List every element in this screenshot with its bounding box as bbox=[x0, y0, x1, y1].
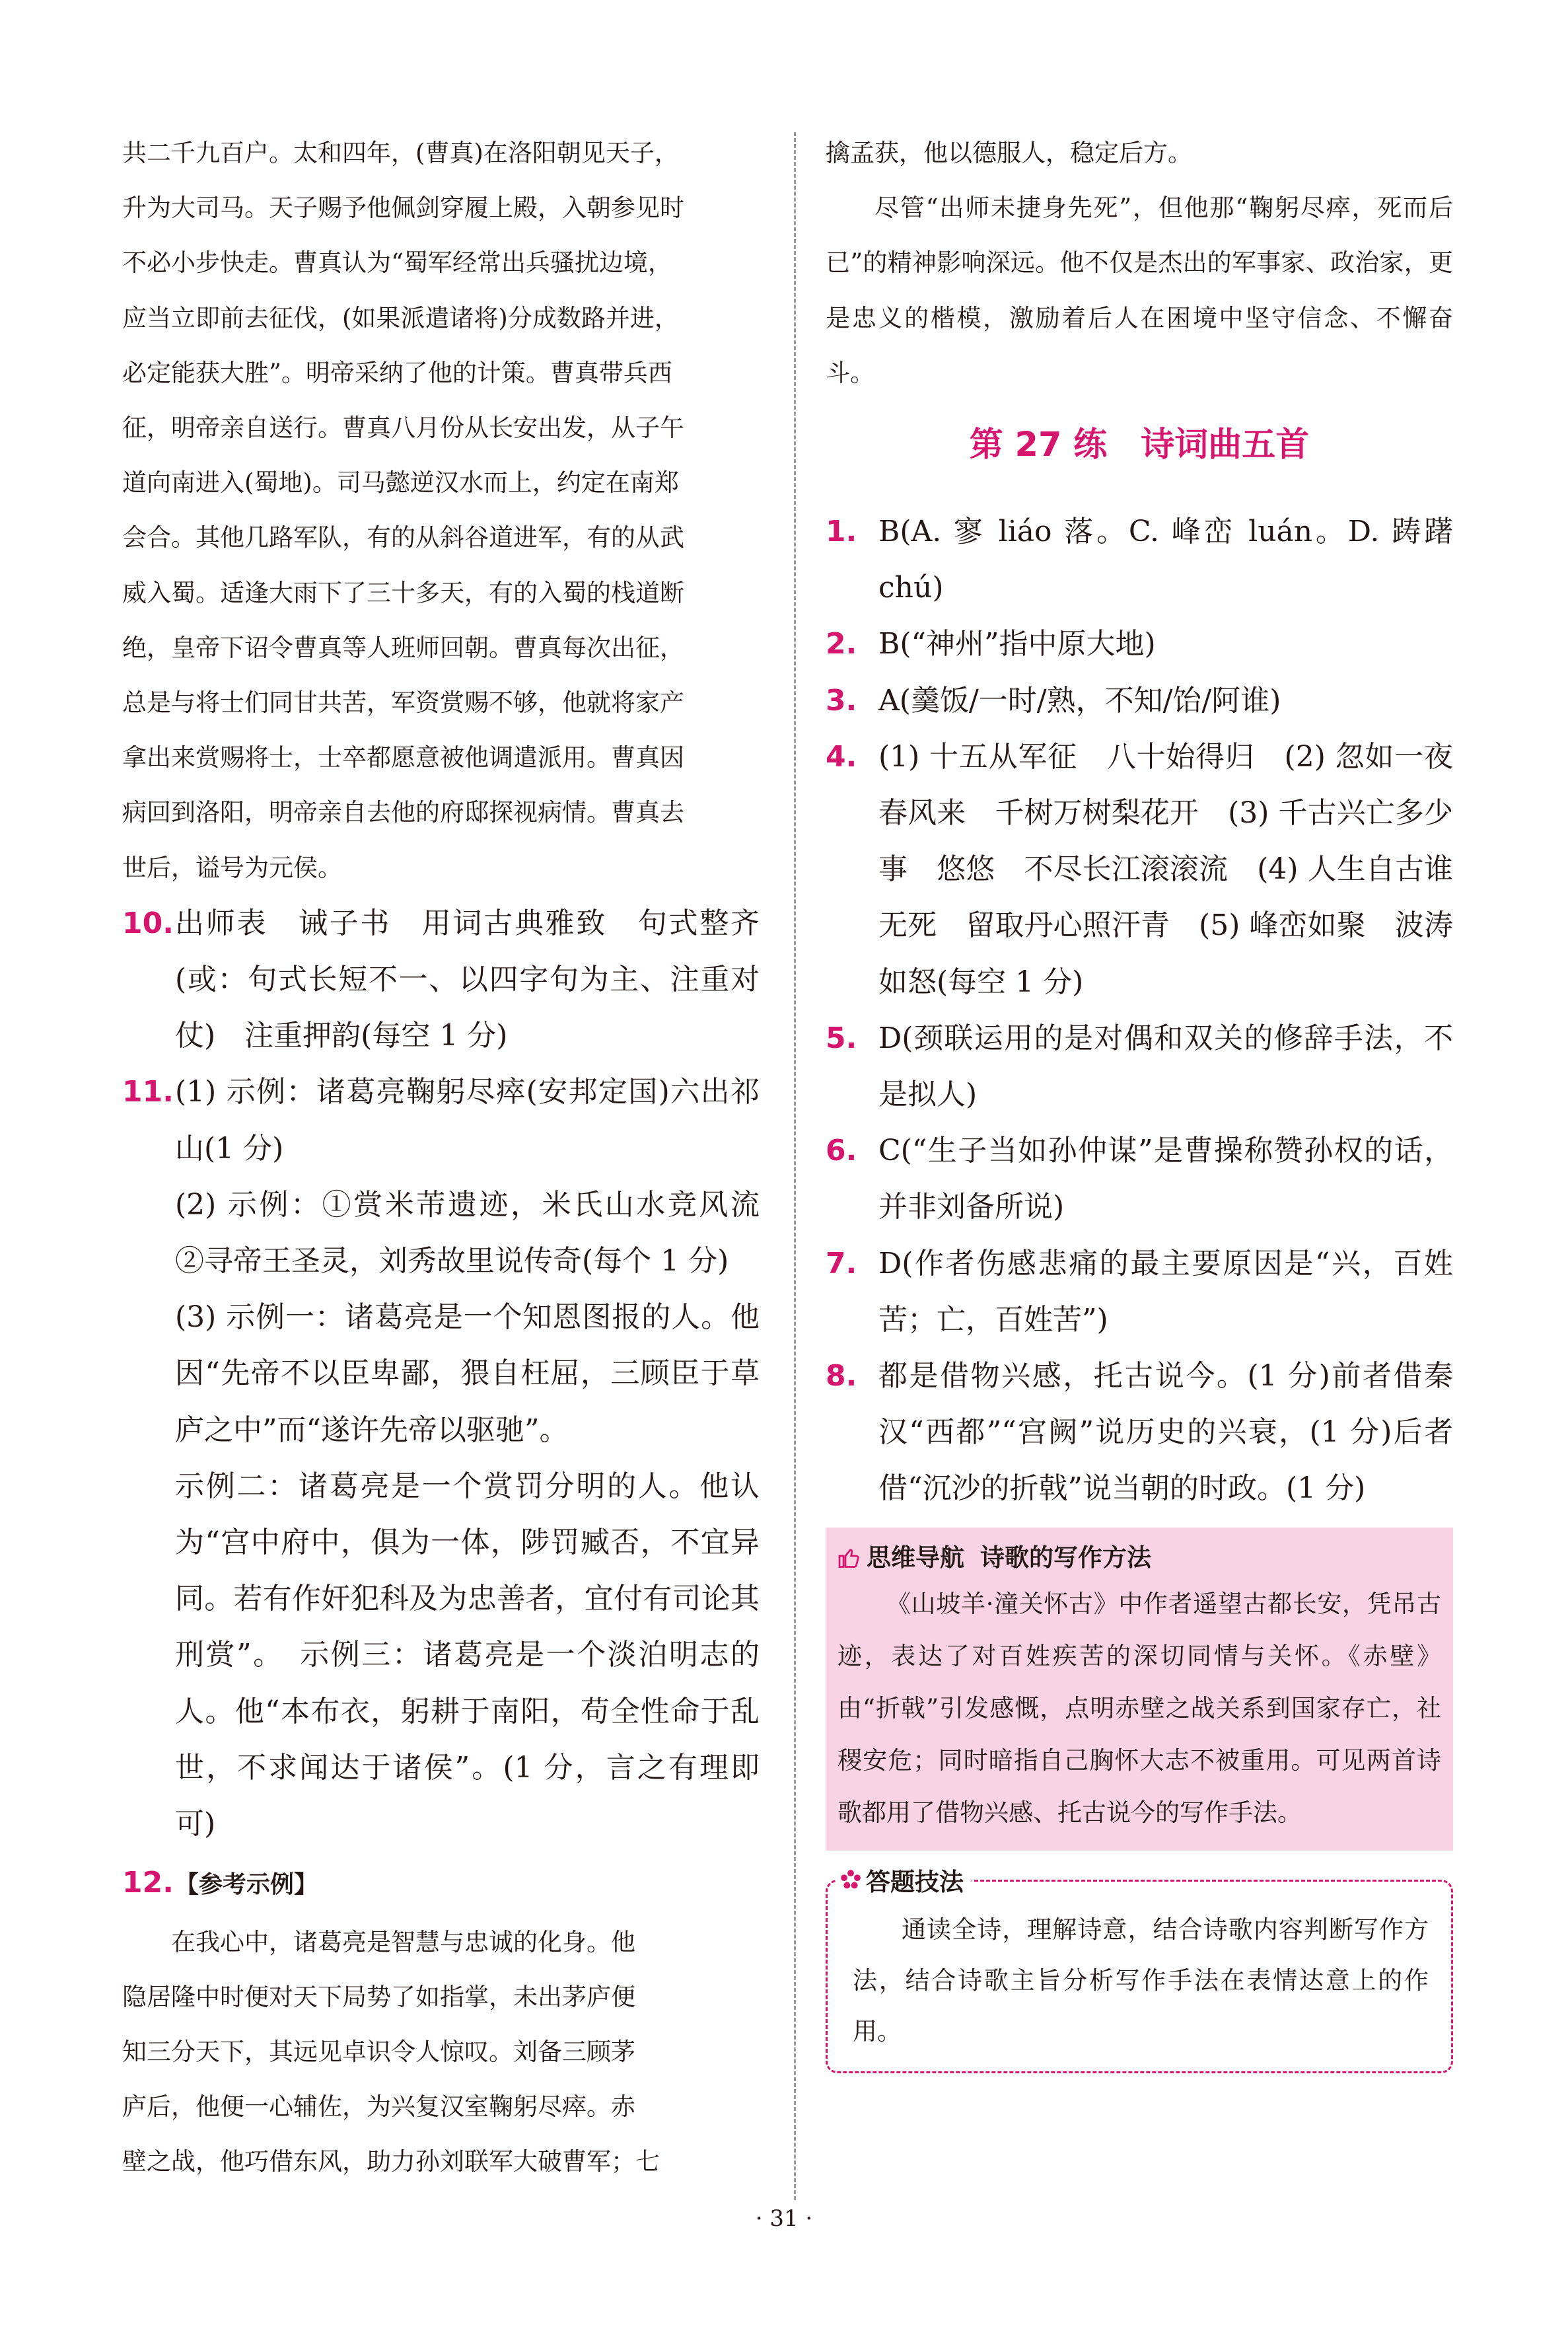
answer-12 bbox=[122, 1855, 760, 1913]
text-line: 总是与将士们同甘共苦，军资赏赐不够，他就将家产 bbox=[122, 688, 684, 718]
answer-number: 4. bbox=[826, 739, 857, 774]
box-body: 《山坡羊·潼关怀古》中作者遥望古都长安，凭吊古迹，表达了对百姓疾苦的深切同情与关怀。《赤壁》由“折戟”引发感慨，点明赤壁之战关系到国家存亡，社稷安危；同时暗指自己胸怀大志不被重用。可见两首诗歌都用了借物兴感、托古说今的写作手法。 bbox=[837, 1589, 1441, 1827]
box-header bbox=[837, 1862, 972, 1898]
box-header bbox=[837, 1538, 1441, 1578]
box-label: 思维导航 bbox=[867, 1543, 964, 1572]
answer-10 bbox=[122, 895, 760, 1064]
answer-number: 6. bbox=[826, 1134, 857, 1168]
answer-part-3: (3) 示例一：诸葛亮是一个知恩图报的人。他因“先帝不以臣卑鄙，猥自枉屈，三顾臣于草庐之中”而“遂许先帝以驱驰”。 bbox=[175, 1300, 760, 1447]
answer-11 bbox=[122, 1064, 789, 1852]
answer-item bbox=[826, 1010, 1453, 1123]
text-line: 共二千九百户。太和四年，(曹真)在洛阳朝见天子， bbox=[122, 139, 679, 167]
answer-number: 2. bbox=[826, 627, 857, 661]
text-line: 世后，谥号为元侯。 bbox=[122, 853, 342, 882]
text-line: 绝，皇帝下诏令曹真等人班师回朝。曹真每次出征， bbox=[122, 633, 684, 662]
answer-text: 都是借物兴感，托古说今。(1 分)前者借秦汉“西都”“宫阙”说历史的兴衰，(1 分)后者借“沉沙的折戟”说当朝的时政。(1 分) bbox=[878, 1359, 1453, 1506]
essay-paragraph: 尽管“出师未捷身先死”，但他那“鞠躬尽瘁，死而后已”的精神影响深远。他不仅是杰出的军事家、政治家，更是忠义的楷模，激励着后人在困境中坚守信念、不懈奋斗。 bbox=[826, 194, 1453, 387]
essay-continuation: 擒孟获，他以德服人，稳定后方。 bbox=[826, 139, 1192, 167]
answer-part-2: (2) 示例：①赏米芾遗迹，米氏山水竞风流 ②寻帝王圣灵，刘秀故里说传奇(每个 1 分) bbox=[175, 1187, 789, 1278]
thinking-navigation-box bbox=[826, 1528, 1453, 1851]
text-line: 不必小步快走。曹真认为“蜀军经常出兵骚扰边境， bbox=[122, 248, 672, 277]
essay-line: 庐后，他便一心辅佐，为兴复汉室鞠躬尽瘁。赤 bbox=[122, 2092, 635, 2122]
answer-number: 1. bbox=[826, 515, 857, 549]
text-line: 道向南进入(蜀地)。司马懿逆汉水而上，约定在南郑 bbox=[122, 468, 679, 498]
answer-part-3-examples: 示例二：诸葛亮是一个赏罚分明的人。他认为“宫中府中，俱为一体，陟罚臧否，不宜异同。若有作奸犯科及为忠善者，宜付有司论其刑赏”。 示例三：诸葛亮是一个淡泊明志的人。他“本布衣，躬耕于南阳，苟全性命于乱世，不求闻达于诸侯”。(1 分，言之有理即可) bbox=[175, 1469, 760, 1841]
left-column bbox=[122, 126, 789, 2190]
page-number: · 31 · bbox=[755, 2205, 813, 2232]
box-body: 通读全诗，理解诗意，结合诗歌内容判断写作方法，结合诗歌主旨分析写作手法在表情达意上的作用。 bbox=[853, 1915, 1429, 2046]
text-line: 应当立即前去征伐，(如果派遣诸将)分成数路并进， bbox=[122, 303, 679, 332]
thumbs-up-icon bbox=[837, 1546, 861, 1570]
essay-line: 在我心中，诸葛亮是智慧与忠诚的化身。他 bbox=[171, 1927, 635, 1956]
answer-number: 5. bbox=[826, 1021, 857, 1055]
translation-paragraph bbox=[122, 126, 760, 895]
answer-number: 7. bbox=[826, 1246, 857, 1280]
answer-text: A(羹饭/一时/熟，不知/饴/阿谁) bbox=[878, 683, 1281, 718]
reference-tag: 【参考示例】 bbox=[175, 1871, 318, 1899]
answer-technique-box bbox=[826, 1867, 1453, 2073]
box-label: 答题技法 bbox=[866, 1867, 964, 1896]
answer-text: C(“生子当如孙仲谋”是曹操称赞孙权的话，并非刘备所说) bbox=[878, 1134, 1453, 1224]
answer-list bbox=[826, 503, 1453, 1517]
answer-item bbox=[826, 1123, 1453, 1235]
answer-number: 3. bbox=[826, 683, 857, 718]
right-column bbox=[826, 126, 1453, 2073]
answer-item bbox=[826, 729, 1453, 1010]
box-title: 诗歌的写作方法 bbox=[980, 1543, 1151, 1572]
answer-text: B(A. 寥 liáo 落。C. 峰峦 luán。D. 踌躇 chú) bbox=[878, 515, 1453, 605]
answer-number: 10. bbox=[122, 906, 174, 940]
answer-part-1: (1) 示例：诸葛亮鞠躬尽瘁(安邦定国)六出祁山(1 分) bbox=[175, 1075, 760, 1165]
text-line: 会合。其他几路军队，有的从斜谷道进军，有的从武 bbox=[122, 523, 684, 552]
answer-text: (1) 十五从军征 八十始得归 (2) 忽如一夜春风来 千树万树梨花开 (3) 千古兴亡多少事 悠悠 不尽长江滚滚流 (4) 人生自古谁无死 留取丹心照汗青 (5) 峰峦如聚 波涛如怒(每空 1 分) bbox=[878, 739, 1453, 999]
answer-item bbox=[826, 616, 1453, 672]
answer-text: D(颈联运用的是对偶和双关的修辞手法，不是拟人) bbox=[878, 1021, 1453, 1112]
answer-text: 出师表 诫子书 用词古典雅致 句式整齐(或：句式长短不一、以四字句为主、注重对仗) 注重押韵(每空 1 分) bbox=[175, 906, 760, 1053]
answer-number: 11. bbox=[122, 1075, 174, 1109]
answer-item bbox=[826, 503, 1453, 616]
answer-item bbox=[826, 1236, 1453, 1348]
text-line: 升为大司马。天子赐予他佩剑穿履上殿，入朝参见时 bbox=[122, 194, 684, 223]
essay-line: 壁之战，他巧借东风，助力孙刘联军大破曹军；七 bbox=[122, 2147, 660, 2176]
text-line: 必定能获大胜”。明帝采纳了他的计策。曹真带兵西 bbox=[122, 358, 672, 387]
flower-icon bbox=[839, 1868, 862, 1891]
essay-sample bbox=[122, 1915, 760, 2190]
answer-item bbox=[826, 1348, 1453, 1517]
answer-item bbox=[826, 673, 1453, 729]
answer-number: 8. bbox=[826, 1359, 857, 1393]
essay-line: 知三分天下，其远见卓识令人惊叹。刘备三顾茅 bbox=[122, 2037, 635, 2066]
text-line: 拿出来赏赐将士，士卒都愿意被他调遣派用。曹真因 bbox=[122, 743, 684, 772]
answer-text: D(作者伤感悲痛的最主要原因是“兴，百姓苦；亡，百姓苦”) bbox=[878, 1246, 1453, 1337]
text-line: 病回到洛阳，明帝亲自去他的府邸探视病情。曹真去 bbox=[122, 798, 684, 827]
essay-line: 隐居隆中时便对天下局势了如指掌，未出茅庐便 bbox=[122, 1982, 635, 2011]
text-line: 征，明帝亲自送行。曹真八月份从长安出发，从子午 bbox=[122, 414, 684, 443]
answer-text: B(“神州”指中原大地) bbox=[878, 627, 1156, 661]
column-divider bbox=[794, 132, 796, 2200]
answer-number: 12. bbox=[122, 1866, 174, 1900]
text-line: 威入蜀。适逢大雨下了三十多天，有的入蜀的栈道断 bbox=[122, 578, 684, 607]
section-title: 第 27 练 诗词曲五首 bbox=[969, 425, 1310, 465]
